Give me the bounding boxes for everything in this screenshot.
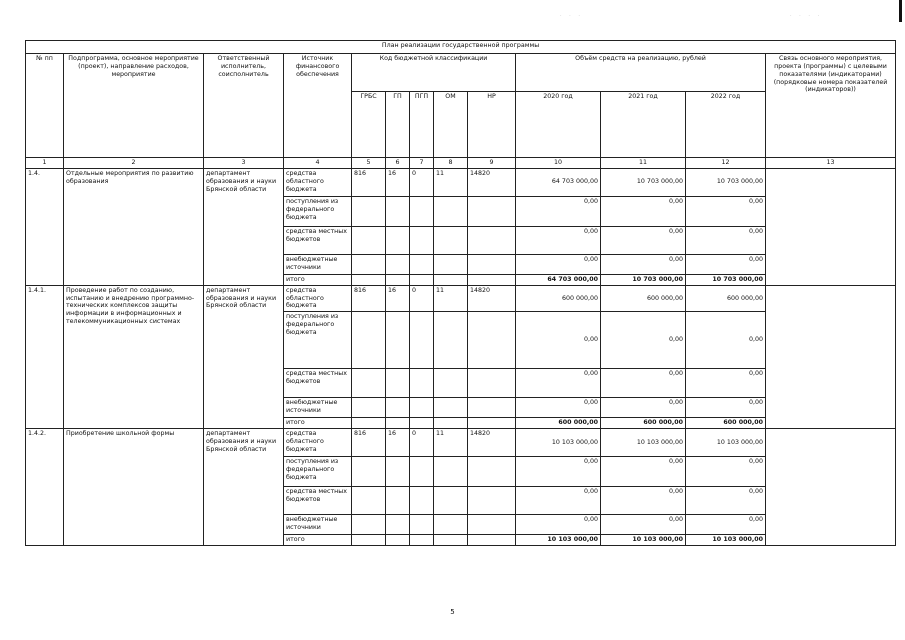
amount-2020: 64 703 000,00: [516, 168, 601, 196]
amount-2022: 0,00: [686, 487, 766, 515]
total-2020: 64 703 000,00: [516, 274, 601, 285]
header-volume: Объём средств на реализацию, рублей: [516, 54, 766, 92]
scan-noise: · · · ·: [790, 13, 823, 19]
header-budget-code: Код бюджетной классификации: [352, 54, 516, 92]
amount-2022: 0,00: [686, 515, 766, 535]
column-number: 10: [516, 158, 601, 169]
amount-2021: 10 103 000,00: [601, 429, 686, 457]
amount-2020: 0,00: [516, 398, 601, 418]
total-2021: 10 703 000,00: [601, 274, 686, 285]
amount-2021: 0,00: [601, 196, 686, 226]
column-number: 6: [386, 158, 410, 169]
source-federal: поступления из федерального бюджета: [284, 457, 352, 487]
code-nr: 14820: [468, 168, 516, 196]
amount-2021: 0,00: [601, 515, 686, 535]
amount-2020: 0,00: [516, 312, 601, 369]
amount-2020: 0,00: [516, 226, 601, 254]
code-pgp: 0: [410, 285, 434, 312]
source-extra: внебюджетные источники: [284, 515, 352, 535]
header-pgp: ПГП: [410, 92, 434, 158]
header-grbs: ГРБС: [352, 92, 386, 158]
column-number: 1: [26, 158, 64, 169]
table-title: План реализации государственной программы: [26, 41, 896, 54]
source-local: средства местных бюджетов: [284, 226, 352, 254]
code-gp: 16: [386, 168, 410, 196]
code-pgp: 0: [410, 429, 434, 457]
amount-2021: 0,00: [601, 487, 686, 515]
code-om: 11: [434, 168, 468, 196]
source-local: средства местных бюджетов: [284, 369, 352, 398]
table-row: [26, 285, 896, 312]
amount-2021: 0,00: [601, 457, 686, 487]
total-2021: 600 000,00: [601, 418, 686, 429]
column-number: 11: [601, 158, 686, 169]
page-number: 5: [450, 608, 455, 616]
program-plan-table: [25, 40, 896, 546]
table-row: [26, 429, 896, 457]
amount-2022: 600 000,00: [686, 285, 766, 312]
amount-2022: 0,00: [686, 457, 766, 487]
column-number-row: [26, 158, 896, 169]
header-no: № пп: [26, 54, 64, 158]
source-federal: поступления из федерального бюджета: [284, 312, 352, 369]
amount-2022: 0,00: [686, 398, 766, 418]
source-federal: поступления из федерального бюджета: [284, 196, 352, 226]
code-grbs: 816: [352, 429, 386, 457]
code-nr: 14820: [468, 285, 516, 312]
column-number: 4: [284, 158, 352, 169]
column-number: 3: [204, 158, 284, 169]
code-om: 11: [434, 429, 468, 457]
code-gp: 16: [386, 285, 410, 312]
source-regional: средства областного бюджета: [284, 429, 352, 457]
scan-edge-mark: [899, 0, 902, 22]
amount-2020: 600 000,00: [516, 285, 601, 312]
item-number: 1.4.1.: [26, 285, 64, 428]
table-row: [26, 168, 896, 196]
amount-2022: 0,00: [686, 196, 766, 226]
item-name: Отдельные мероприятия по развитию образования: [64, 168, 204, 285]
header-nr: НР: [468, 92, 516, 158]
amount-2021: 0,00: [601, 369, 686, 398]
indicator-link: [766, 429, 896, 546]
amount-2021: 600 000,00: [601, 285, 686, 312]
code-grbs: 816: [352, 168, 386, 196]
header-om: ОМ: [434, 92, 468, 158]
item-number: 1.4.: [26, 168, 64, 285]
scan-noise: · · ·: [560, 13, 583, 19]
header-source: Источник финансового обеспечения: [284, 54, 352, 158]
header-2021: 2021 год: [601, 92, 686, 158]
total-2020: 600 000,00: [516, 418, 601, 429]
column-number: 5: [352, 158, 386, 169]
amount-2020: 0,00: [516, 457, 601, 487]
source-regional: средства областного бюджета: [284, 285, 352, 312]
total-2020: 10 103 000,00: [516, 535, 601, 546]
code-nr: 14820: [468, 429, 516, 457]
total-2022: 600 000,00: [686, 418, 766, 429]
item-name: Приобретение школьной формы: [64, 429, 204, 546]
total-2021: 10 103 000,00: [601, 535, 686, 546]
code-om: 11: [434, 285, 468, 312]
amount-2020: 0,00: [516, 487, 601, 515]
source-extra: внебюджетные источники: [284, 398, 352, 418]
item-executor: департамент образования и науки Брянской области: [204, 429, 284, 546]
header-link: Связь основного мероприятия, проекта (программы) с целевыми показателями (индикаторами) (порядковые номера показателей (индикаторов)): [766, 54, 896, 158]
source-total: итого: [284, 418, 352, 429]
amount-2021: 10 703 000,00: [601, 168, 686, 196]
amount-2020: 0,00: [516, 369, 601, 398]
amount-2021: 0,00: [601, 226, 686, 254]
code-gp: 16: [386, 429, 410, 457]
item-executor: департамент образования и науки Брянской области: [204, 285, 284, 428]
header-2022: 2022 год: [686, 92, 766, 158]
column-number: 2: [64, 158, 204, 169]
amount-2022: 10 703 000,00: [686, 168, 766, 196]
column-number: 13: [766, 158, 896, 169]
source-regional: средства областного бюджета: [284, 168, 352, 196]
amount-2020: 0,00: [516, 196, 601, 226]
header-executor: Ответственный исполнитель, соисполнитель: [204, 54, 284, 158]
indicator-link: [766, 285, 896, 428]
amount-2020: 10 103 000,00: [516, 429, 601, 457]
source-total: итого: [284, 535, 352, 546]
total-2022: 10 703 000,00: [686, 274, 766, 285]
code-pgp: 0: [410, 168, 434, 196]
amount-2022: 10 103 000,00: [686, 429, 766, 457]
column-number: 12: [686, 158, 766, 169]
source-extra: внебюджетные источники: [284, 254, 352, 274]
amount-2022: 0,00: [686, 226, 766, 254]
item-name: Проведение работ по созданию, испытанию и внедрению программно-технических комплексов защиты информации в информационных и телекоммуникационных системах: [64, 285, 204, 428]
source-local: средства местных бюджетов: [284, 487, 352, 515]
amount-2021: 0,00: [601, 312, 686, 369]
column-number: 7: [410, 158, 434, 169]
column-number: 9: [468, 158, 516, 169]
total-2022: 10 103 000,00: [686, 535, 766, 546]
amount-2022: 0,00: [686, 312, 766, 369]
amount-2022: 0,00: [686, 369, 766, 398]
amount-2020: 0,00: [516, 515, 601, 535]
item-executor: департамент образования и науки Брянской области: [204, 168, 284, 285]
indicator-link: [766, 168, 896, 285]
amount-2021: 0,00: [601, 398, 686, 418]
code-grbs: 816: [352, 285, 386, 312]
source-total: итого: [284, 274, 352, 285]
amount-2022: 0,00: [686, 254, 766, 274]
amount-2020: 0,00: [516, 254, 601, 274]
header-2020: 2020 год: [516, 92, 601, 158]
amount-2021: 0,00: [601, 254, 686, 274]
document-page: [25, 40, 895, 546]
item-number: 1.4.2.: [26, 429, 64, 546]
header-gp: ГП: [386, 92, 410, 158]
column-number: 8: [434, 158, 468, 169]
header-subprogram: Подпрограмма, основное мероприятие (проект), направление расходов, мероприятие: [64, 54, 204, 158]
